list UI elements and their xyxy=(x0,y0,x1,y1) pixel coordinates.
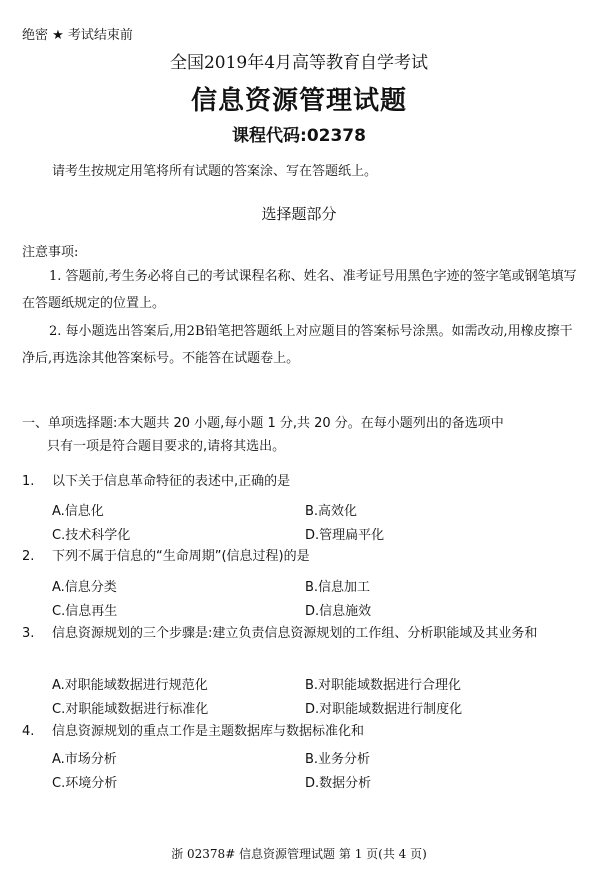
page-footer: 浙 02378# 信息资源管理试题 第 1 页(共 4 页) xyxy=(171,847,427,861)
section-title: 选择题部分 xyxy=(261,205,337,223)
question-text: 信息资源规划的重点工作是主题数据库与数据标准化和 xyxy=(52,724,365,739)
note-item: 2. 每小题选出答案后,用2B铅笔把答题纸上对应题目的答案标号涂黑。如需改动,用橡皮擦干净后,再选涂其他答案标号。不能答在试题卷上。 xyxy=(22,324,573,366)
option-d: D.对职能域数据进行制度化 xyxy=(305,702,463,717)
option-a: A.信息化 xyxy=(52,504,104,519)
exam-title: 全国2019年4月高等教育自学考试 xyxy=(169,53,429,73)
question-text: 以下关于信息革命特征的表述中,正确的是 xyxy=(52,474,291,489)
option-b: B.业务分析 xyxy=(305,752,371,767)
option-c: C.环境分析 xyxy=(52,776,118,791)
option-c: C.对职能域数据进行标准化 xyxy=(52,702,209,717)
course-code: 课程代码:02378 xyxy=(232,126,366,146)
option-a: A.对职能域数据进行规范化 xyxy=(52,678,208,693)
option-a: A.信息分类 xyxy=(52,580,117,595)
question-text: 下列不属于信息的“生命周期”(信息过程)的是 xyxy=(52,549,310,564)
subject-title: 信息资源管理试题 xyxy=(190,86,407,116)
question-number: 3. xyxy=(22,626,35,641)
option-b: B.信息加工 xyxy=(305,580,371,595)
part-heading xyxy=(22,412,582,458)
confidential-mark: 绝密 ★ 考试结束前 xyxy=(22,28,133,43)
question-text: 信息资源规划的三个步骤是:建立负责信息资源规划的工作组、分析职能域及其业务和 xyxy=(52,626,538,641)
option-d: D.管理扁平化 xyxy=(305,528,385,543)
question-number: 1. xyxy=(22,474,35,489)
option-b: B.对职能域数据进行合理化 xyxy=(305,678,462,693)
option-c: C.信息再生 xyxy=(52,604,118,619)
notes-heading: 注意事项: xyxy=(22,245,79,260)
part-heading-line: 一、单项选择题:本大题共 20 小题,每小题 1 分,共 20 分。在每小题列出的备选项中 xyxy=(22,416,504,431)
option-a: A.市场分析 xyxy=(52,752,117,767)
question-number: 4. xyxy=(22,724,35,739)
answer-instruction: 请考生按规定用笔将所有试题的答案涂、写在答题纸上。 xyxy=(52,164,378,179)
note-item: 1. 答题前,考生务必将自己的考试课程名称、姓名、准考证号用黑色字迹的签字笔或钢笔填写在答题纸规定的位置上。 xyxy=(22,269,577,311)
option-b: B.高效化 xyxy=(305,504,358,519)
question-number: 2. xyxy=(22,549,35,564)
part-heading-line: 只有一项是符合题目要求的,请将其选出。 xyxy=(47,439,286,454)
option-d: D.信息施效 xyxy=(305,604,372,619)
option-d: D.数据分析 xyxy=(305,776,372,791)
option-c: C.技术科学化 xyxy=(52,528,131,543)
